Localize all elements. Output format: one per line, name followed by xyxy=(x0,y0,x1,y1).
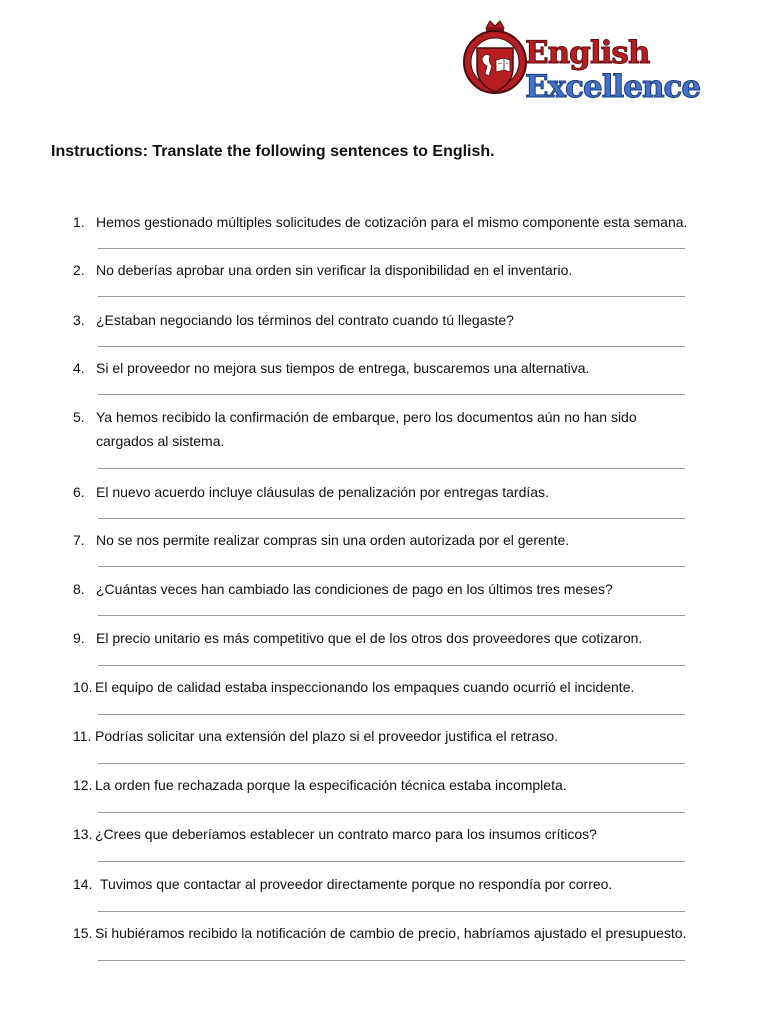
question-text: Podrías solicitar una extensión del plazo si el proveedor justifica el retraso. xyxy=(95,728,559,744)
question-text: ¿Crees que deberíamos establecer un contrato marco para los insumos críticos? xyxy=(95,826,597,842)
question-text: No deberías aprobar una orden sin verificar la disponibilidad en el inventario. xyxy=(96,262,573,278)
instructions-heading: Instructions: Translate the following sentences to English. xyxy=(51,143,495,160)
answer-line[interactable] xyxy=(98,960,685,961)
answer-line[interactable] xyxy=(98,296,685,297)
question-number: 15. xyxy=(73,925,93,941)
question-number: 10. xyxy=(73,679,93,695)
answer-line[interactable] xyxy=(98,248,685,249)
question-text: ¿Estaban negociando los términos del contrato cuando tú llegaste? xyxy=(96,312,514,328)
question-text: Hemos gestionado múltiples solicitudes de cotización para el mismo componente esta semana. xyxy=(96,214,688,230)
answer-line[interactable] xyxy=(98,665,685,666)
logo-word-excellence: Excellence xyxy=(525,69,701,105)
question-text: No se nos permite realizar compras sin una orden autorizada por el gerente. xyxy=(96,532,570,548)
answer-line[interactable] xyxy=(98,812,685,813)
question-text: Tuvimos que contactar al proveedor directamente porque no respondía por correo. xyxy=(100,876,613,892)
answer-line[interactable] xyxy=(98,714,685,715)
logo-word-english: English xyxy=(525,35,650,71)
question-text: Si hubiéramos recibido la notificación de cambio de precio, habríamos ajustado el presupuesto. xyxy=(95,925,687,941)
answer-line[interactable] xyxy=(98,566,685,567)
question-number: 13. xyxy=(73,826,93,842)
question-text: ¿Cuántas veces han cambiado las condiciones de pago en los últimos tres meses? xyxy=(96,581,613,597)
question-number: 8. xyxy=(73,581,85,597)
question-number: 12. xyxy=(73,777,93,793)
question-number: 3. xyxy=(73,312,85,328)
question-text: La orden fue rechazada porque la especificación técnica estaba incompleta. xyxy=(95,777,567,793)
answer-line[interactable] xyxy=(98,763,685,764)
question-number: 14. xyxy=(73,876,93,892)
question-number: 1. xyxy=(73,214,85,230)
question-number: 11. xyxy=(73,728,92,744)
answer-line[interactable] xyxy=(98,468,685,469)
answer-line[interactable] xyxy=(98,394,685,395)
question-number: 5. xyxy=(73,409,85,425)
question-text: El nuevo acuerdo incluye cláusulas de penalización por entregas tardías. xyxy=(96,484,549,500)
question-text: Ya hemos recibido la confirmación de embarque, pero los documentos aún no han sido cargados al sistema. xyxy=(96,409,637,449)
question-number: 9. xyxy=(73,630,85,646)
question-text: El equipo de calidad estaba inspeccionando los empaques cuando ocurrió el incidente. xyxy=(95,679,635,695)
question-text: El precio unitario es más competitivo que el de los otros dos proveedores que cotizaron. xyxy=(96,630,643,646)
question-number: 4. xyxy=(73,360,85,376)
answer-line[interactable] xyxy=(98,615,685,616)
answer-line[interactable] xyxy=(98,518,685,519)
question-text: Si el proveedor no mejora sus tiempos de entrega, buscaremos una alternativa. xyxy=(96,360,590,376)
question-number: 6. xyxy=(73,484,85,500)
answer-line[interactable] xyxy=(98,861,685,862)
answer-line[interactable] xyxy=(98,911,685,912)
answer-line[interactable] xyxy=(98,346,685,347)
question-number: 7. xyxy=(73,532,85,548)
question-number: 2. xyxy=(73,262,85,278)
